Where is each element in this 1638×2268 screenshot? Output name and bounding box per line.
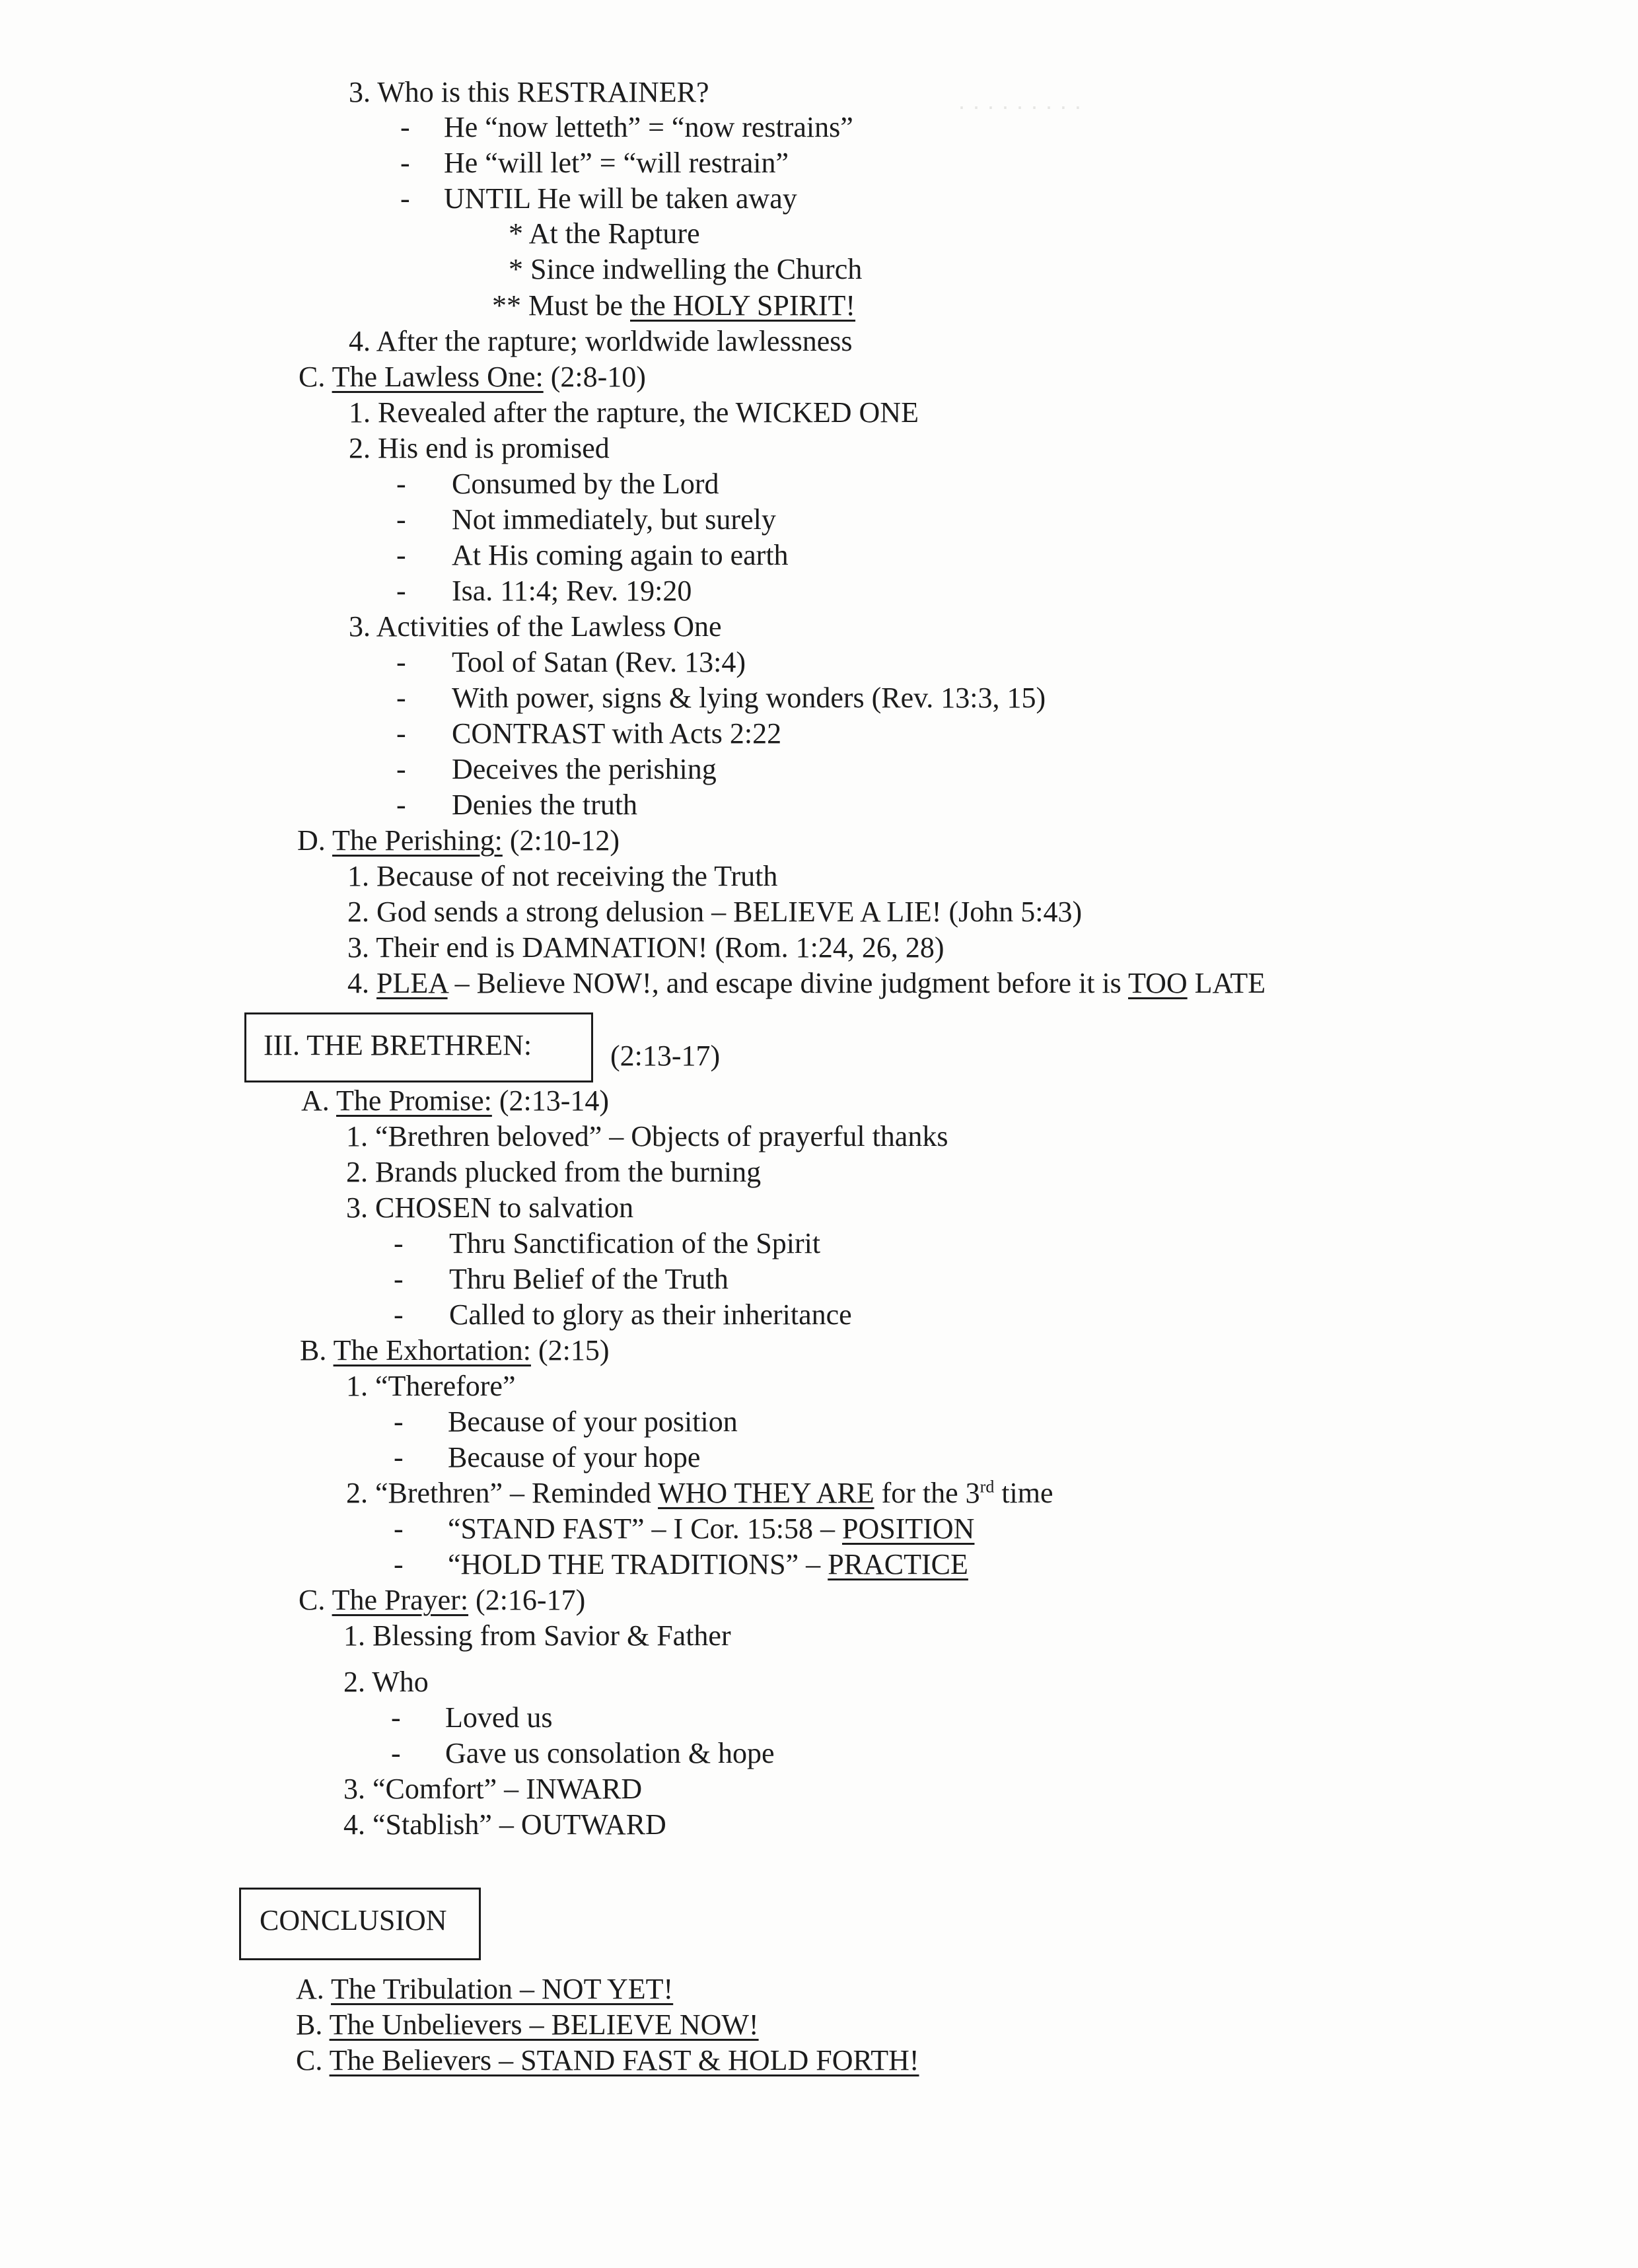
outline-item: 3. Who is this RESTRAINER? <box>349 76 709 108</box>
outline-subitem: - At His coming again to earth <box>396 539 789 571</box>
outline-item: 1. “Brethren beloved” – Objects of prayerful thanks <box>346 1120 948 1152</box>
outline-heading: C. The Prayer: (2:16-17) <box>299 1584 586 1616</box>
outline-subitem: - He “will let” = “will restrain” <box>400 147 789 179</box>
conclusion-heading: CONCLUSION <box>260 1904 447 1936</box>
outline-subitem: - Consumed by the Lord <box>396 468 719 500</box>
outline-subitem: - Called to glory as their inheritance <box>394 1298 852 1331</box>
outline-bullet: * At the Rapture <box>509 217 700 250</box>
outline-subitem: - Gave us consolation & hope <box>391 1737 775 1769</box>
outline-item: 3. “Comfort” – INWARD <box>343 1773 643 1805</box>
outline-subitem: - Not immediately, but surely <box>396 503 776 536</box>
conclusion-item: B. The Unbelievers – BELIEVE NOW! <box>296 2008 759 2041</box>
section-heading-box <box>244 1012 593 1082</box>
outline-item: 4. PLEA – Believe NOW!, and escape divine judgment before it is TOO LATE <box>347 967 1266 999</box>
outline-bullet: ** Must be the HOLY SPIRIT! <box>492 289 856 322</box>
outline-item: 4. After the rapture; worldwide lawlessness <box>349 325 853 357</box>
outline-item: 2. Brands plucked from the burning <box>346 1156 762 1188</box>
outline-heading: C. The Lawless One: (2:8-10) <box>299 361 646 393</box>
outline-item: 4. “Stablish” – OUTWARD <box>343 1808 666 1841</box>
outline-subitem: - CONTRAST with Acts 2:22 <box>396 717 782 750</box>
section-reference: (2:13-17) <box>610 1040 721 1072</box>
outline-subitem: - Isa. 11:4; Rev. 19:20 <box>396 575 692 607</box>
outline-item: 3. Their end is DAMNATION! (Rom. 1:24, 26, 28) <box>347 931 944 964</box>
outline-heading: A. The Promise: (2:13-14) <box>301 1084 610 1117</box>
outline-bullet: * Since indwelling the Church <box>509 253 863 285</box>
outline-subitem: - Loved us <box>391 1701 553 1734</box>
outline-subitem: - Thru Sanctification of the Spirit <box>394 1227 821 1259</box>
bleed-through-text: · · · · · · · · · <box>958 92 1082 120</box>
outline-item: 1. “Therefore” <box>346 1370 516 1402</box>
outline-item: 2. “Brethren” – Reminded WHO THEY ARE for the 3rd time <box>346 1477 1053 1509</box>
outline-subitem: - Deceives the perishing <box>396 753 717 785</box>
outline-subitem: - UNTIL He will be taken away <box>400 182 797 215</box>
outline-subitem: - Because of your hope <box>394 1441 701 1473</box>
outline-subitem: - Tool of Satan (Rev. 13:4) <box>396 646 746 678</box>
outline-item: 1. Revealed after the rapture, the WICKED ONE <box>349 396 919 429</box>
outline-item: 3. CHOSEN to salvation <box>346 1191 634 1224</box>
outline-heading: B. The Exhortation: (2:15) <box>300 1334 610 1366</box>
outline-item: 2. His end is promised <box>349 432 610 464</box>
outline-subitem: - “HOLD THE TRADITIONS” – PRACTICE <box>394 1548 968 1580</box>
outline-item: 2. Who <box>343 1666 429 1698</box>
outline-item: 1. Blessing from Savior & Father <box>343 1619 731 1652</box>
outline-subitem: - Thru Belief of the Truth <box>394 1263 729 1295</box>
outline-item: 3. Activities of the Lawless One <box>349 610 722 643</box>
conclusion-heading-box <box>239 1888 481 1960</box>
outline-subitem: - Because of your position <box>394 1405 738 1438</box>
outline-heading: D. The Perishing: (2:10-12) <box>297 824 620 857</box>
outline-subitem: - “STAND FAST” – I Cor. 15:58 – POSITION <box>394 1512 975 1545</box>
conclusion-item: C. The Believers – STAND FAST & HOLD FORTH! <box>296 2044 919 2076</box>
outline-item: 2. God sends a strong delusion – BELIEVE A LIE! (John 5:43) <box>347 896 1083 928</box>
section-heading: III. THE BRETHREN: <box>264 1029 532 1061</box>
outline-item: 1. Because of not receiving the Truth <box>347 860 778 892</box>
conclusion-item: A. The Tribulation – NOT YET! <box>296 1973 674 2005</box>
outline-subitem: - Denies the truth <box>396 789 638 821</box>
outline-subitem: - With power, signs & lying wonders (Rev. 13:3, 15) <box>396 682 1046 714</box>
outline-subitem: - He “now letteth” = “now restrains” <box>400 111 853 143</box>
